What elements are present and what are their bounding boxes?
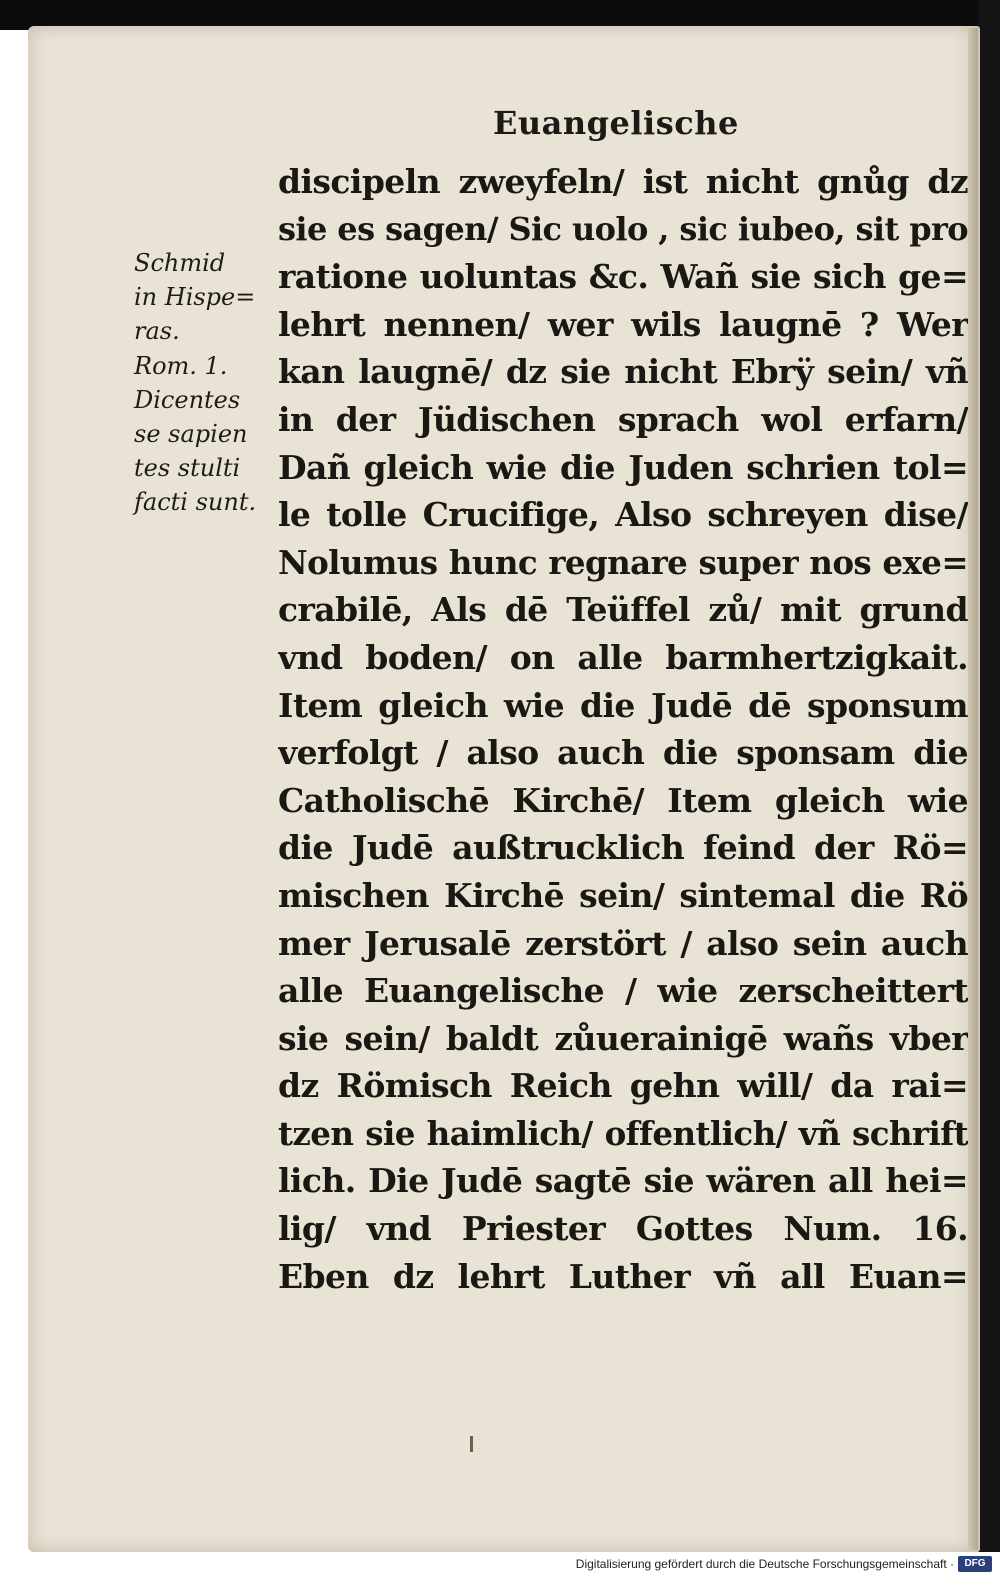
text-line: sie es sagen/ Sic uolo , sic iubeo, sit pro bbox=[278, 209, 968, 248]
funding-credit: Digitalisierung gefördert durch die Deutsche Forschungsgemeinschaft · bbox=[575, 1557, 954, 1571]
text-line: Catholischē Kirchē/ Item gleich wie bbox=[278, 780, 968, 820]
dfg-logo: DFG bbox=[958, 1556, 992, 1572]
text-line: die Judē außtrucklich feind der Rö= bbox=[278, 828, 968, 868]
margin-note: Schmid bbox=[134, 249, 226, 277]
margin-notes bbox=[134, 246, 272, 520]
text-line: Nolumus hunc regnare super nos exe= bbox=[278, 542, 968, 582]
text-line: discipeln zweyfeln/ ist nicht gnůg dz bbox=[278, 162, 968, 201]
text-line: crabilē, Als dē Teüffel zů/ mit grund bbox=[278, 590, 968, 630]
text-line: verfolgt / also auch die sponsam die bbox=[278, 733, 968, 773]
scanner-backdrop-right bbox=[978, 0, 1000, 1552]
page-edge bbox=[968, 28, 978, 1550]
text-line: mer Jerusalē zerstört / also sein auch bbox=[278, 923, 968, 963]
margin-note: se sapien bbox=[134, 420, 248, 449]
margin-note: facti sunt. bbox=[134, 488, 257, 517]
text-line: lehrt nennen/ wer wils laugnē ? Wer bbox=[278, 304, 968, 344]
running-head: Euangelische bbox=[493, 104, 739, 142]
margin-note: Rom. 1. bbox=[134, 351, 228, 380]
text-line: le tolle Crucifige, Also schreyen dise/ bbox=[278, 495, 968, 535]
text-line: lich. Die Judē sagtē sie wären all hei= bbox=[278, 1161, 968, 1201]
text-line: Eben dz lehrt Luther vñ all Euan= bbox=[278, 1256, 968, 1296]
text-line: kan laugnē/ dz sie nicht Ebrÿ sein/ vñ bbox=[278, 352, 968, 392]
margin-note: in Hispe= bbox=[134, 283, 256, 312]
text-line: mischen Kirchē sein/ sintemal die Rö bbox=[278, 875, 968, 915]
text-line: sie sein/ baldt zůuerainigē wañs vber bbox=[278, 1018, 968, 1058]
ink-mark bbox=[470, 1436, 473, 1452]
body-text bbox=[278, 158, 968, 1300]
text-line: lig/ vnd Priester Gottes Num. 16. bbox=[278, 1209, 968, 1249]
text-line: ratione uoluntas &c. Wañ sie sich ge= bbox=[278, 257, 968, 297]
margin-note: Dicentes bbox=[134, 385, 241, 414]
text-line: Item gleich wie die Judē dē sponsum bbox=[278, 685, 968, 725]
margin-note: tes stulti bbox=[134, 454, 241, 483]
text-line: tzen sie haimlich/ offentlich/ vñ schrift bbox=[278, 1113, 968, 1153]
margin-note: ras. bbox=[134, 317, 180, 346]
text-line: dz Römisch Reich gehn will/ da rai= bbox=[278, 1066, 968, 1106]
text-line: alle Euangelische / wie zerscheittert bbox=[278, 971, 968, 1011]
text-line: Dañ gleich wie die Juden schrien tol= bbox=[278, 447, 968, 487]
text-line: vnd boden/ on alle barmhertzigkait. bbox=[278, 637, 968, 677]
text-line: in der Jüdischen sprach wol erfarn/ bbox=[278, 399, 968, 439]
